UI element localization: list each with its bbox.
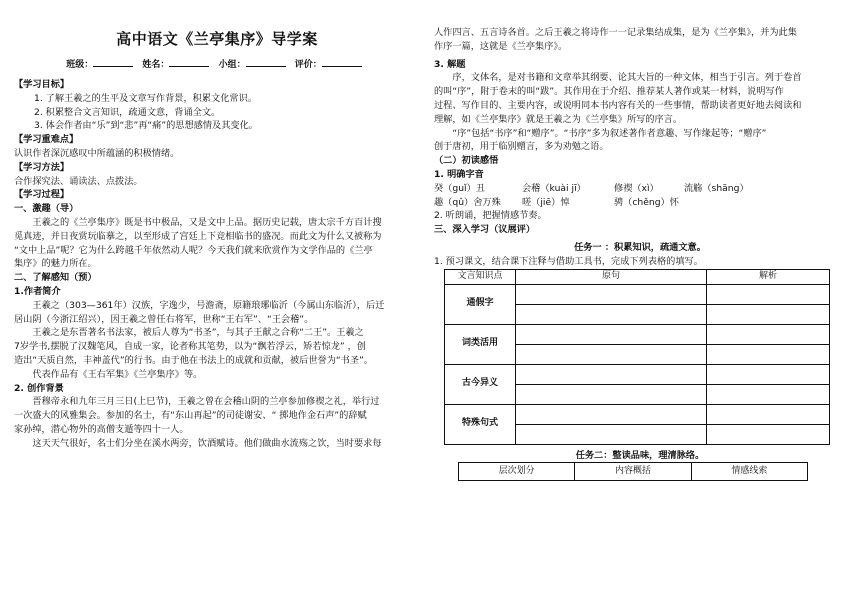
table-header: 层次划分 xyxy=(459,463,575,481)
paragraph-line: 创于唐初，用于临别赠言，多为劝勉之语。 xyxy=(434,141,609,153)
paragraph-line: 一次盛大的风雅集会。参加的名士，有“东山再起”的司徒谢安、“ 掷地作金石声”的辞赋 xyxy=(14,410,367,422)
left-column xyxy=(14,0,420,451)
right-column xyxy=(434,26,846,481)
paragraph-line: 这天天气很好，名士们分坐在溪水两旁，饮酒赋诗。他们做曲水流殇之饮，当时要求每 xyxy=(32,437,382,449)
pronunciation-heading: 1. 明确字音 xyxy=(434,168,484,180)
methods-heading: 【学习方法】 xyxy=(14,161,70,173)
paragraph-line: 人作四言、五言诗各首。之后王羲之将诗作一一记录集结成集，是为《兰亭集》，并为此集 xyxy=(434,27,797,38)
table-header: 解析 xyxy=(707,269,830,284)
structure-table xyxy=(458,462,808,481)
author-intro-heading: 1.作者简介 xyxy=(14,285,61,297)
paragraph-line: 过程、写作目的、主要内容，或说明同本书内容有关的一些事情，帮助读者更好地去阅读和 xyxy=(434,99,802,111)
goal-item: 1. 了解王羲之的生平及文章写作背景，积累文化常识。 xyxy=(34,92,257,104)
process-heading: 【学习过程】 xyxy=(14,189,70,201)
pronunciation-item: 癸（guǐ）丑 xyxy=(434,182,485,194)
pronunciation-item: 趣（qǔ）舍万殊 xyxy=(434,196,501,208)
paragraph-line: 王羲之（303—361年）汉族，字逸少，号澹斋，原籍琅琊临沂（今属山东临沂），后迁 xyxy=(32,299,385,311)
table-header: 情感线索 xyxy=(691,463,807,481)
paragraph-line: 家孙绰，潜心物外的高僧支遁等四十一人。 xyxy=(14,423,189,435)
paragraph-line: “文中上品”呢？它为什么跨越千年依然动人呢？今天我们就来欣赏作为文学作品的《兰亭 xyxy=(14,244,373,256)
table-cell[interactable] xyxy=(707,344,830,364)
table-cell[interactable] xyxy=(707,364,830,384)
table-cell[interactable] xyxy=(516,344,707,364)
table-cell[interactable] xyxy=(516,404,707,424)
table-cell[interactable] xyxy=(516,284,707,304)
key-points-text: 认识作者深沉感叹中所蕴涵的积极情绪。 xyxy=(14,147,180,159)
background-heading: 2. 创作背景 xyxy=(14,382,64,394)
paragraph-line: “序”包括“书序”和“赠序”。“书序”多为叙述著作者意趣、写作缘起等；“赠序” xyxy=(452,127,767,139)
table-cell[interactable] xyxy=(516,384,707,404)
pronunciation-item: 修禊（xì） xyxy=(614,182,659,194)
paragraph-line: 王羲之是东晋著名书法家，被后人尊为“书圣”，与其子王献之合称“二王”。王羲之 xyxy=(32,327,364,339)
table-cell[interactable] xyxy=(707,324,830,344)
grade-blank[interactable] xyxy=(322,66,362,67)
table-cell[interactable] xyxy=(707,304,830,324)
pronunciation-item: 嗟（jiē）悼 xyxy=(522,196,570,208)
paragraph-line: 的叫“序”，附于卷末的叫“跋”。其作用在于介绍、推荐某人著作或某一材料，说明写作 xyxy=(434,86,784,98)
table-cell[interactable] xyxy=(516,304,707,324)
pronunciation-item: 流觞（shāng） xyxy=(684,182,749,194)
class-label: 班级： xyxy=(66,59,94,70)
goal-item: 2. 积累整合文言知识，疏通文意，背诵全文。 xyxy=(34,106,221,118)
group-blank[interactable] xyxy=(246,66,286,67)
name-label: 姓名： xyxy=(142,59,170,70)
goal-item: 3. 体会作者由“乐”到“悲”再“痛”的思想感情及其变化。 xyxy=(34,120,258,132)
section-2-heading: 二、了解感知（预） xyxy=(14,272,97,284)
table-cell[interactable] xyxy=(516,324,707,344)
group-label: 小组： xyxy=(218,59,246,70)
paragraph-line: 造出“天质自然，丰神盖代”的行书。由于他在书法上的成就和贡献，被后世誉为“书圣”。 xyxy=(14,354,373,366)
paragraph-line: 理解，如《兰亭集序》就是王羲之为《兰亭集》所写的序言。 xyxy=(434,113,683,125)
grade-label: 评价： xyxy=(294,59,322,70)
paragraph-line: 代表作品有《王右军集》《兰亭集序》等。 xyxy=(32,368,203,380)
listening-instruction: 2. 听朗诵，把握情感节奏。 xyxy=(434,210,547,222)
table-header: 原句 xyxy=(516,269,707,284)
table-header: 内容概括 xyxy=(575,463,691,481)
row-label: 词类活用 xyxy=(445,324,516,364)
table-cell[interactable] xyxy=(707,284,830,304)
table-cell[interactable] xyxy=(516,424,707,444)
pronunciation-row xyxy=(434,196,846,210)
row-label: 特殊句式 xyxy=(445,404,516,444)
deep-study-heading: 三、深入学习（议展评） xyxy=(434,224,536,236)
table-cell[interactable] xyxy=(707,404,830,424)
row-label: 古今异义 xyxy=(445,364,516,404)
task-2-title: 任务二：整读品味，理清脉络。 xyxy=(575,449,705,461)
pronunciation-item: 骋（chěng）怀 xyxy=(614,196,679,208)
section-1-heading: 一、激趣（导） xyxy=(14,203,79,215)
pronunciation-row xyxy=(434,182,846,196)
paragraph-line: 觅真迹，并日夜赏玩临摹之，以至形成了宫廷上下竞相临书的盛况。而此文为什么又被称为 xyxy=(14,230,382,242)
task-1-instruction: 1. 预习课文，结合课下注释与借助工具书，完成下列表格的填写。 xyxy=(434,255,703,267)
paragraph-line: 作序一篇，这就是《兰亭集序》。 xyxy=(434,40,568,52)
page-title: 高中语文《兰亭集序》导学案 xyxy=(116,30,318,48)
paragraph-line: 王羲之的《兰亭集序》既是书中极品，又是文中上品。据历史记载，唐太宗千方百计搜 xyxy=(32,216,382,228)
table-header: 文言知识点 xyxy=(445,269,516,284)
table-cell[interactable] xyxy=(707,424,830,444)
title-explanation-heading: 3. 解题 xyxy=(434,58,466,70)
row-label: 通假字 xyxy=(445,284,516,324)
key-points-heading: 【学习重难点】 xyxy=(14,134,79,146)
table-cell[interactable] xyxy=(707,384,830,404)
paragraph-line: 集序》的魅力所在。 xyxy=(14,258,97,270)
table-cell[interactable] xyxy=(516,364,707,384)
first-reading-heading: （二）初读感悟 xyxy=(434,155,499,167)
class-blank[interactable] xyxy=(93,66,133,67)
task-1-title: 任务一 ：积累知识，疏通文意。 xyxy=(574,241,706,253)
paragraph-line: 7岁学书,摆脱了汉魏笔风，自成一家，论者称其笔势，以为“飘若浮云，矫若惊龙” ，创 xyxy=(14,341,366,353)
paragraph-line: 晋穆帝永和九年三月三日(上巳节)，王羲之曾在会稽山阴的兰亭参加修禊之礼，举行过 xyxy=(32,396,380,408)
name-blank[interactable] xyxy=(169,66,209,67)
methods-text: 合作探究法、诵读法、点拨法。 xyxy=(14,175,143,187)
paragraph-line: 居山阴（今浙江绍兴），因王羲之曾任右将军，世称“王右军”、“王会稽”。 xyxy=(14,313,314,325)
pronunciation-item: 会稽（kuài jī） xyxy=(522,182,586,194)
goals-heading: 【学习目标】 xyxy=(14,79,70,90)
paragraph-line: 序，文体名，是对书籍和文章举其纲要、论其大旨的一种文体，相当于引言。列于卷首 xyxy=(452,72,802,84)
student-info-line xyxy=(14,59,420,73)
classical-knowledge-table xyxy=(444,269,830,445)
